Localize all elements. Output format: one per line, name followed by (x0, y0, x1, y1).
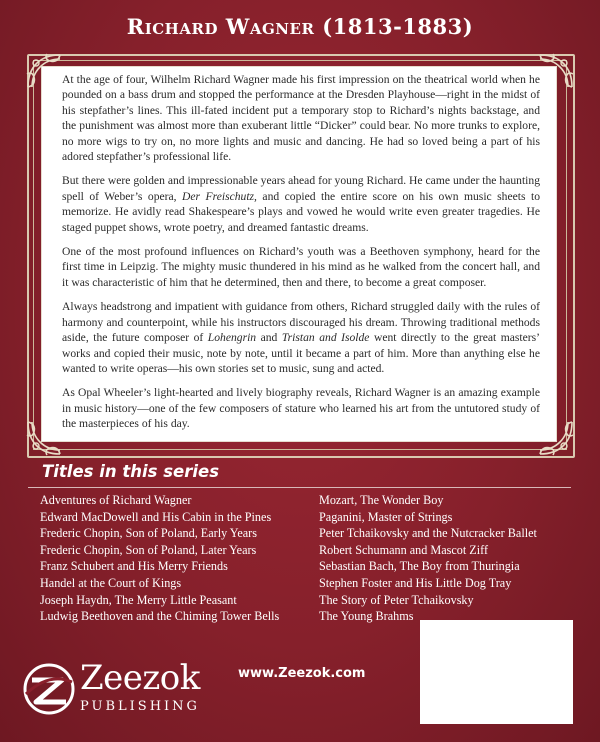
description-paragraph (62, 173, 540, 235)
series-title-item: Joseph Haydn, The Merry Little Peasant (40, 592, 237, 607)
series-heading: Titles in this series (42, 462, 220, 481)
series-list-left (40, 492, 315, 625)
series-title-item: Ludwig Beethoven and the Chiming Tower Bells (40, 609, 280, 624)
italic-title: Der Freischutz, (182, 189, 257, 203)
series-title-item: The Story of Peter Tchaikovsky (319, 592, 474, 607)
book-description (62, 72, 540, 441)
series-title-item: Mozart, The Wonder Boy (319, 493, 444, 507)
description-paragraph (62, 299, 540, 376)
series-title-item: Frederic Chopin, Son of Poland, Early Years (40, 526, 257, 541)
paragraph-text: One of the most profound influences on Richard’s youth was a Beethoven symphony, heard for the first time in Leipzig. The mighty music thundered in his mind as he walked from the concert hall, and it was characteristic of him that he determined, then and there, to become a great composer. (62, 245, 540, 289)
paragraph-text: But there were golden and impressionable years ahead for young Richard. He came under the haunting spell of Weber’s opera, (62, 174, 540, 203)
corner-ornament-icon (534, 49, 578, 93)
book-title: Richard Wagner (1813-1883) (126, 14, 474, 39)
series-title-item: Peter Tchaikovsky and the Nutcracker Ballet (319, 526, 537, 541)
series-title-item: The Young Brahms (319, 609, 414, 624)
zeezok-logo-icon (22, 662, 76, 716)
series-title-item: Adventures of Richard Wagner (40, 493, 192, 507)
italic-title: Tristan and Isolde (281, 331, 370, 345)
logo-subtitle: PUBLISHING (80, 699, 200, 714)
italic-title: Lohengrin (207, 331, 257, 345)
paragraph-text: At the age of four, Wilhelm Richard Wagner made his first impression on the theatrical world when he pounded on a bass drum and stopped the performance at the Dresden Playhouse—right in the midst of his stepfather’s lines. This ill-fated incident put a temporary stop to Richard’s nights backstage, and the punishment was almost more than exuberant little “Dicker” could bear. No more trunks to explore, no more wigs to try on, no more lights and music and dancing. He had so loved being a part of his adored stepfather’s professional life. (62, 73, 540, 164)
series-divider (28, 487, 571, 488)
series-title-item: Edward MacDowell and His Cabin in the Pines (40, 509, 272, 524)
series-list-right (319, 492, 579, 625)
barcode-area (420, 620, 573, 724)
series-title-item: Handel at the Court of Kings (40, 575, 182, 590)
publisher-logo (22, 658, 212, 724)
description-paragraph (62, 385, 540, 431)
series-title-item: Frederic Chopin, Son of Poland, Later Years (40, 542, 257, 557)
series-title-item: Paganini, Master of Strings (319, 509, 453, 524)
series-title-item: Stephen Foster and His Little Dog Tray (319, 575, 512, 590)
series-title-item: Franz Schubert and His Merry Friends (40, 559, 228, 574)
publisher-website[interactable]: www.Zeezok.com (238, 666, 366, 681)
paragraph-text: and (256, 331, 282, 345)
paragraph-text: As Opal Wheeler’s light-hearted and lively biography reveals, Richard Wagner is an amazing example in music history—one of the few composers of stature who learned his art from the untutored study of the masterpieces of his day. (62, 386, 540, 431)
corner-ornament-icon (22, 416, 66, 460)
description-paragraph (62, 72, 540, 164)
series-title-item: Sebastian Bach, The Boy from Thuringia (319, 559, 520, 574)
logo-wordmark: Zeezok (80, 658, 200, 698)
series-title-item: Robert Schumann and Mascot Ziff (319, 542, 489, 557)
corner-ornament-icon (534, 416, 578, 460)
corner-ornament-icon (22, 49, 66, 93)
paragraph-text: went directly to the great masters’ works and copied their music, note by note, until it became a part of him. More than anything else he wanted to write operas—his own stories set to music, sung and acted. (62, 331, 541, 375)
description-paragraph (62, 244, 540, 290)
paragraph-text: Always headstrong and impatient with guidance from others, Richard struggled daily with the rules of harmony and counterpoint, while his instructors discouraged his dream. Throwing traditional methods aside, the future composer of (62, 300, 540, 345)
paragraph-text: and copied the entire score on his own music sheets to memorize. He avidly read Shakespeare’s plays and vowed he would write even greater tragedies. He staged puppet shows, wrote poetry, and dreamed fantastic dreams. (62, 189, 540, 234)
